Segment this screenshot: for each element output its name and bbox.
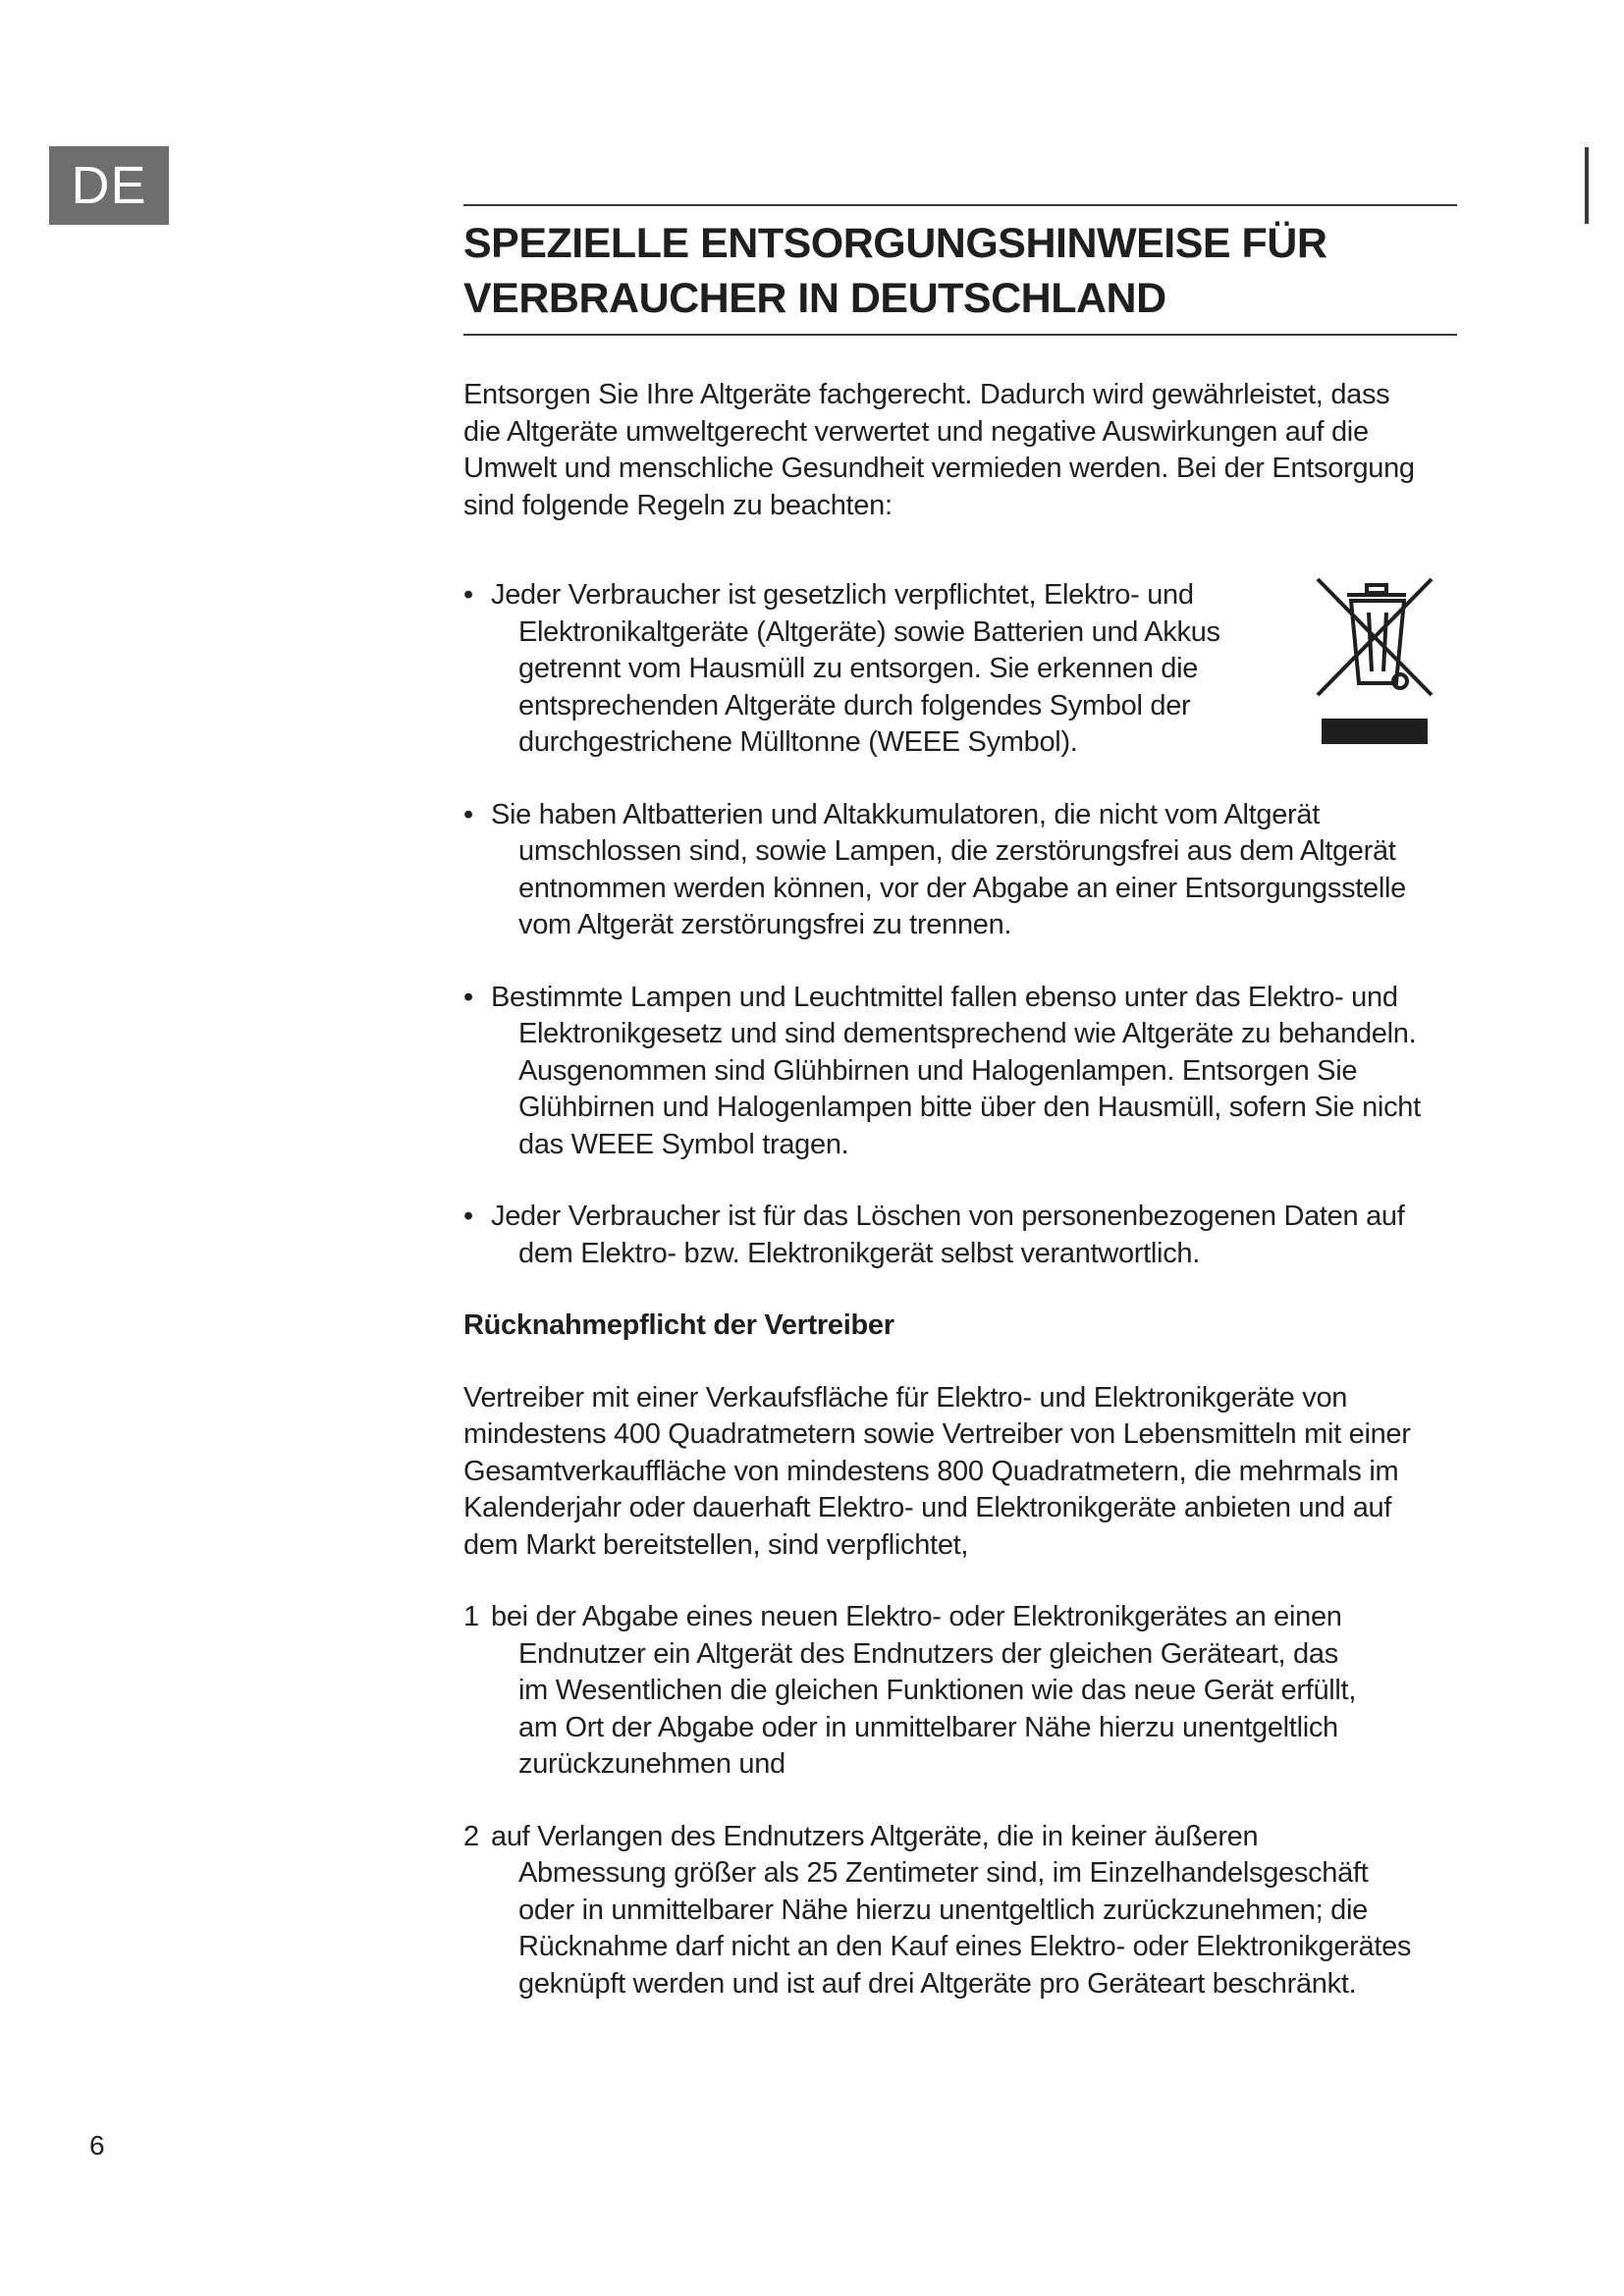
text-line: Gesamtverkauffläche von mindestens 800 Quadratmetern, die mehrmals im — [463, 1455, 1399, 1487]
text-line: die Altgeräte umweltgerecht verwertet und negative Auswirkungen auf die — [463, 415, 1369, 448]
text-line: dem Elektro- bzw. Elektronikgerät selbst verantwortlich. — [518, 1237, 1200, 1269]
text-line: Sie haben Altbatterien und Altakkumulatoren, die nicht vom Altgerät — [491, 798, 1320, 830]
margin-bar — [1585, 147, 1589, 224]
text-line: getrennt vom Hausmüll zu entsorgen. Sie erkennen die — [518, 653, 1199, 684]
page-number: 6 — [89, 2130, 105, 2161]
text-line: im Wesentlichen die gleichen Funktionen wie das neue Gerät erfüllt, — [518, 1675, 1357, 1706]
text-line: dem Markt bereitstellen, sind verpflichtet, — [463, 1528, 969, 1561]
text-line: Jeder Verbraucher ist gesetzlich verpflichtet, Elektro- und — [491, 579, 1194, 611]
text-line: auf Verlangen des Endnutzers Altgeräte, die in keiner äußeren — [491, 1820, 1259, 1852]
text-line: Entsorgen Sie Ihre Altgeräte fachgerecht. Dadurch wird gewährleistet, dass — [463, 379, 1390, 410]
numbered-item — [463, 1599, 1457, 1784]
language-badge: DE — [49, 146, 169, 225]
text-line: zurückzunehmen und — [518, 1748, 785, 1780]
text-line: Abmessung größer als 25 Zentimeter sind, im Einzelhandelsgeschäft — [518, 1857, 1369, 1889]
text-line: das WEEE Symbol tragen. — [518, 1128, 849, 1160]
section-heading: Rücknahmepflicht der Vertreiber — [463, 1309, 894, 1341]
item-number: 1 — [463, 1601, 479, 1632]
bullet-icon: • — [463, 981, 473, 1013]
text-line: am Ort der Abgabe oder in unmittelbarer Nähe hierzu unentgeltlich — [518, 1711, 1338, 1743]
list-item — [463, 1199, 1457, 1272]
weee-crossed-bin-icon — [1310, 573, 1437, 755]
text-line: geknüpft werden und ist auf drei Altgeräte pro Geräteart beschränkt. — [518, 1967, 1357, 2000]
text-line: Bestimmte Lampen und Leuchtmittel fallen ebenso unter das Elektro- und — [491, 981, 1398, 1013]
list-item — [463, 980, 1457, 1164]
text-line: Elektronikgesetz und sind dementsprechend wie Altgeräte zu behandeln. — [518, 1018, 1417, 1049]
bullet-icon: • — [463, 1201, 473, 1232]
bullet-icon: • — [463, 579, 473, 611]
text-line: mindestens 400 Quadratmetern sowie Vertreiber von Lebensmitteln mit einer — [463, 1418, 1411, 1450]
list-item — [463, 577, 1457, 762]
text-line: entsprechenden Altgeräte durch folgendes Symbol der — [518, 689, 1191, 721]
bullet-icon: • — [463, 798, 473, 830]
disposal-rules-list — [463, 577, 1457, 1272]
content-column — [463, 204, 1457, 2002]
title-block — [463, 204, 1457, 336]
text-line: Rücknahme darf nicht an den Kauf eines Elektro- oder Elektronikgerätes — [518, 1931, 1412, 1962]
text-line: entnommen werden können, vor der Abgabe an einer Entsorgungsstelle — [518, 872, 1406, 904]
obligations-list — [463, 1599, 1457, 2002]
text-line: Umwelt und menschliche Gesundheit vermieden werden. Bei der Entsorgung — [463, 453, 1415, 484]
page-title-line: VERBRAUCHER IN DEUTSCHLAND — [463, 275, 1166, 322]
text-line: Jeder Verbraucher ist für das Löschen von personenbezogenen Daten auf — [491, 1201, 1405, 1232]
page-title-line: SPEZIELLE ENTSORGUNGSHINWEISE FÜR — [463, 220, 1327, 267]
list-item — [463, 797, 1457, 944]
text-line: Kalenderjahr oder dauerhaft Elektro- und Elektronikgeräte anbieten und auf — [463, 1492, 1392, 1523]
text-line: sind folgende Regeln zu beachten: — [463, 489, 893, 521]
text-line: Ausgenommen sind Glühbirnen und Halogenlampen. Entsorgen Sie — [518, 1054, 1358, 1087]
text-line: Endnutzer ein Altgerät des Endnutzers der gleichen Geräteart, das — [518, 1637, 1338, 1670]
text-line: oder in unmittelbarer Nähe hierzu unentgeltlich zurückzunehmen; die — [518, 1894, 1368, 1926]
text-line: bei der Abgabe eines neuen Elektro- oder Elektronikgerätes an einen — [491, 1601, 1342, 1632]
numbered-item — [463, 1819, 1457, 2003]
text-line: durchgestrichene Mülltonne (WEEE Symbol). — [518, 726, 1078, 758]
distributor-paragraph — [463, 1380, 1457, 1565]
page-title — [463, 216, 1457, 326]
intro-paragraph — [463, 377, 1457, 524]
text-line: Glühbirnen und Halogenlampen bitte über den Hausmüll, sofern Sie nicht — [518, 1092, 1421, 1123]
text-line: Elektronikaltgeräte (Altgeräte) sowie Batterien und Akkus — [518, 615, 1220, 648]
text-line: umschlossen sind, sowie Lampen, die zerstörungsfrei aus dem Altgerät — [518, 835, 1396, 867]
text-line: vom Altgerät zerstörungsfrei zu trennen. — [518, 909, 1012, 940]
text-line: Vertreiber mit einer Verkaufsfläche für Elektro- und Elektronikgeräte von — [463, 1381, 1348, 1414]
item-number: 2 — [463, 1820, 479, 1852]
